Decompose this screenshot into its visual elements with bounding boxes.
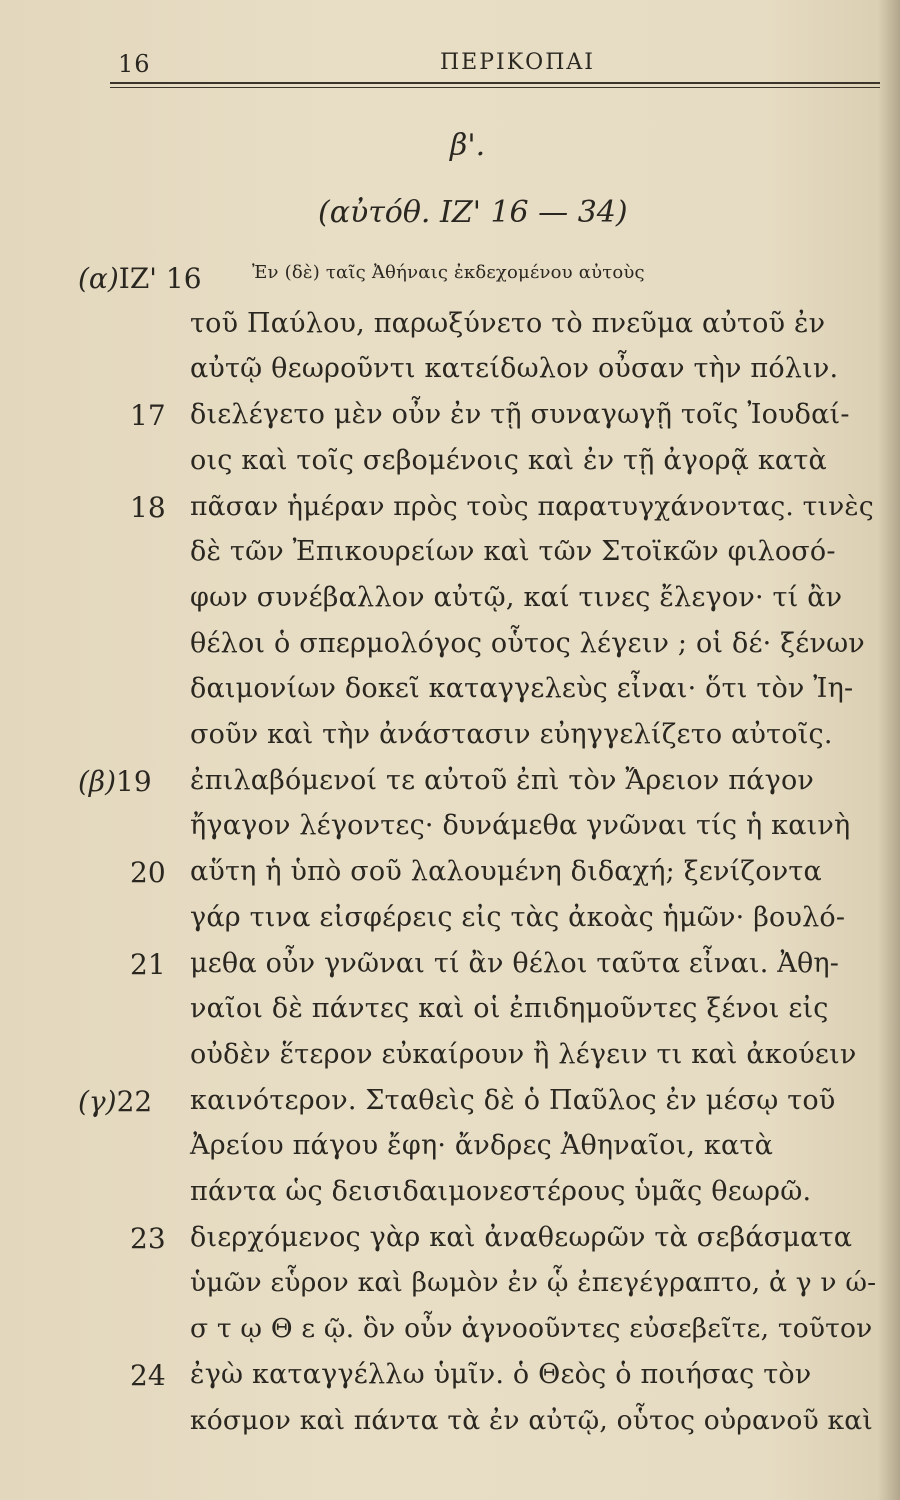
line-text: δαιμονίων δοκεῖ καταγγελεὺς εἶναι· ὅτι τὸν Ἰη-	[190, 673, 854, 705]
line-text: καινότερον. Σταθεὶς δὲ ὁ Παῦλος ἐν μέσῳ τοῦ	[190, 1084, 836, 1116]
line-text: διελέγετο μὲν οὖν ἐν τῇ συναγωγῇ τοῖς Ἰουδαί-	[190, 399, 850, 431]
line-text: γάρ τινα εἰσφέρεις εἰς τὰς ἀκοὰς ἡμῶν· βουλό-	[190, 901, 846, 933]
text-line	[0, 308, 900, 360]
text-line	[0, 445, 900, 497]
line-text: φων συνέβαλλον αὐτῷ, καί τινες ἔλεγον· τί ἂν	[190, 581, 843, 613]
line-text: πᾶσαν ἡμέραν πρὸς τοὺς παρατυγχάνοντας. τινὲς	[190, 490, 874, 522]
line-text: διερχόμενος γὰρ καὶ ἀναθεωρῶν τὰ σεβάσματα	[190, 1221, 853, 1253]
verse-number: 17	[130, 399, 166, 433]
text-line	[0, 1130, 900, 1182]
text-line	[0, 1267, 900, 1319]
margin-markers	[78, 262, 202, 295]
line-text: οὐδὲν ἕτερον εὐκαίρουν ἢ λέγειν τι καὶ ἀκούειν	[190, 1038, 857, 1070]
line-text: θέλοι ὁ σπερμολόγος οὗτος λέγειν ; οἱ δέ· ξένων	[190, 627, 865, 659]
text-line	[0, 1359, 900, 1411]
chapter-number: ΙΖ'	[118, 262, 157, 295]
paragraph-marker: (γ)	[78, 1084, 117, 1118]
line-text: ἐγὼ καταγγέλλω ὑμῖν. ὁ Θεὸς ὁ ποιήσας τὸν	[190, 1358, 812, 1390]
source-reference: (αὐτόθ. ΙΖ' 16 — 34)	[318, 195, 628, 230]
line-text: Ἀρείου πάγου ἔφη· ἄνδρες Ἀθηναῖοι, κατὰ	[190, 1130, 774, 1162]
text-line	[0, 765, 900, 817]
line-text: ἤγαγον λέγοντες· δυνάμεθα γνῶναι τίς ἡ καινὴ	[190, 810, 851, 842]
verse-number: 21	[130, 947, 166, 981]
section-mark: β'.	[450, 128, 486, 163]
text-line	[0, 948, 900, 1000]
line-text: αὕτη ἡ ὑπὸ σοῦ λαλουμένη διδαχή; ξενίζοντα	[190, 856, 822, 888]
text-line	[0, 353, 900, 405]
text-line	[0, 1085, 900, 1137]
text-line	[0, 536, 900, 588]
line-text: σ τ ῳ Θ ε ῷ. ὃν οὖν ἀγνοοῦντες εὐσεβεῖτε, τοῦτον	[190, 1313, 873, 1345]
verse-number: 18	[130, 490, 166, 524]
text-line	[0, 810, 900, 862]
header-rule	[110, 82, 880, 84]
line-text: σοῦν καὶ τὴν ἀνάστασιν εὐηγγελίζετο αὐτοῖς.	[190, 719, 833, 750]
verse-number: 19	[116, 764, 152, 798]
line-text: κόσμον καὶ πάντα τὰ ἐν αὐτῷ, οὗτος οὐρανοῦ καὶ	[190, 1404, 873, 1436]
line-text: ἐπιλαβόμενοί τε αὐτοῦ ἐπὶ τὸν Ἄρειον πάγον	[190, 764, 815, 796]
verse-number: 23	[130, 1221, 166, 1255]
line-text: αὐτῷ θεωροῦντι κατείδωλον οὖσαν τὴν πόλιν.	[190, 353, 839, 385]
text-line	[0, 582, 900, 634]
paragraph-marker: (β)	[78, 764, 117, 798]
verse-number: 24	[130, 1358, 166, 1392]
line-text: ὑμῶν εὗρον καὶ βωμὸν ἐν ᾧ ἐπεγέγραπτο, ἀ γ ν ώ-	[190, 1267, 877, 1299]
text-line	[0, 719, 900, 771]
line-text: πάντα ὡς δεισιδαιμονεστέρους ὑμᾶς θεωρῶ.	[190, 1176, 812, 1207]
text-line	[0, 673, 900, 725]
verse-number: 22	[116, 1084, 153, 1118]
text-line	[0, 628, 900, 680]
text-line	[0, 262, 900, 314]
text-line	[0, 1313, 900, 1365]
page-number: 16	[118, 50, 151, 78]
line-text: ναῖοι δὲ πάντες καὶ οἱ ἐπιδημοῦντες ξένοι εἰς	[190, 993, 829, 1025]
text-line	[0, 856, 900, 908]
text-line	[0, 399, 900, 451]
margin-markers	[78, 765, 178, 798]
text-line	[0, 491, 900, 543]
line-text: οις καὶ τοῖς σεβομένοις καὶ ἐν τῇ ἀγορᾷ κατὰ	[190, 444, 827, 476]
text-line	[0, 1222, 900, 1274]
text-line	[0, 902, 900, 954]
line-text: μεθα οὖν γνῶναι τί ἂν θέλοι ταῦτα εἶναι. Ἀθη-	[190, 947, 840, 979]
header-rule-thin	[110, 87, 880, 88]
text-line	[0, 993, 900, 1045]
line-text: τοῦ Παύλου, παρωξύνετο τὸ πνεῦμα αὐτοῦ ἐν	[190, 307, 826, 339]
verse-number: 16	[156, 262, 202, 295]
text-line	[0, 1405, 900, 1457]
running-head: ΠΕΡΙΚΟΠΑΙ	[440, 50, 595, 75]
text-line	[0, 1039, 900, 1091]
line-text: δὲ τῶν Ἐπικουρείων καὶ τῶν Στοϊκῶν φιλοσό-	[190, 536, 836, 568]
text-line	[0, 1176, 900, 1228]
paragraph-marker: (α)	[78, 262, 119, 295]
page-header	[110, 50, 880, 90]
margin-markers	[78, 1085, 178, 1118]
verse-number: 20	[130, 856, 166, 890]
line-text: Ἐν (δὲ) ταῖς Ἀθήναις ἐκδεχομένου αὐτοὺς	[252, 262, 645, 283]
